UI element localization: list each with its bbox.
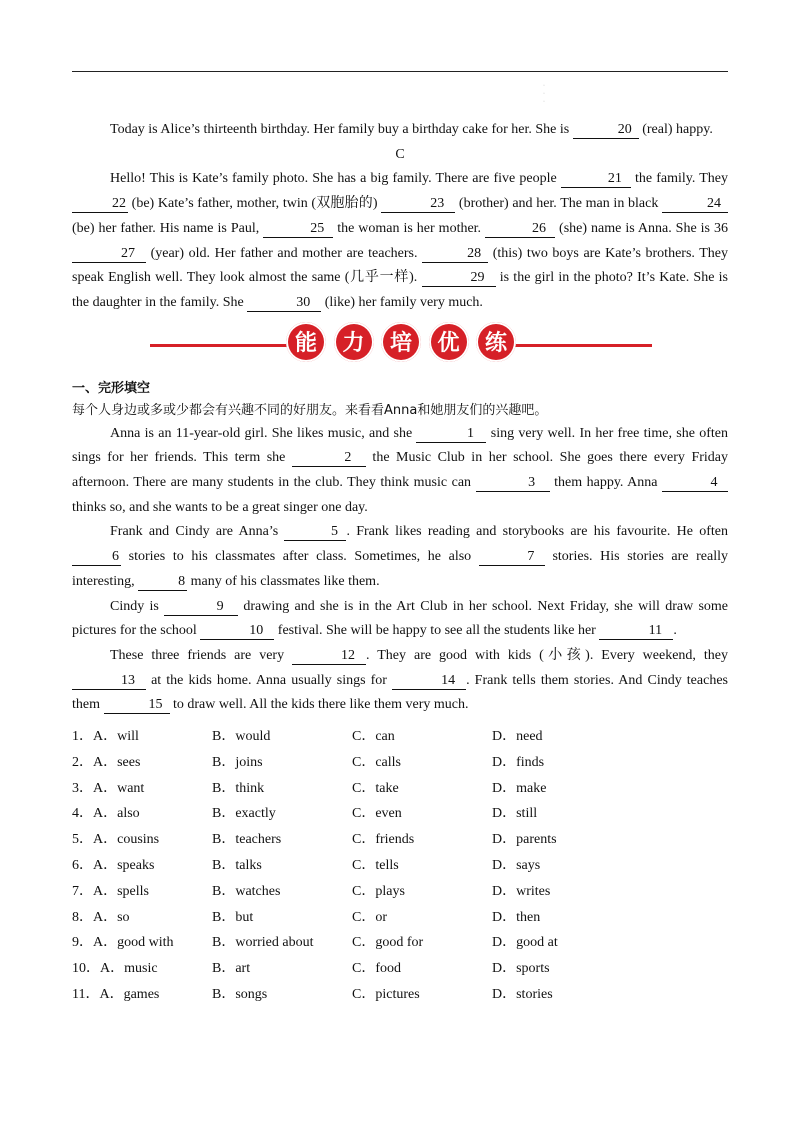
option[interactable]: C．food bbox=[352, 961, 401, 977]
text: festival. She will be happy to see all the students like her bbox=[274, 623, 600, 639]
blank-27[interactable]: 27 bbox=[72, 245, 146, 263]
option[interactable]: 9．A．good with bbox=[72, 935, 174, 951]
blank-3[interactable]: 3 bbox=[476, 474, 550, 492]
option[interactable]: B．watches bbox=[212, 883, 281, 899]
option[interactable]: B．songs bbox=[212, 986, 268, 1002]
text: . They are good with kids (小孩). Every weekend, they bbox=[366, 647, 728, 663]
banner-chips bbox=[286, 322, 516, 362]
blank-9[interactable]: 9 bbox=[164, 598, 238, 616]
option[interactable]: C．pictures bbox=[352, 986, 420, 1002]
option[interactable]: B．talks bbox=[212, 857, 262, 873]
option[interactable]: B．think bbox=[212, 780, 265, 796]
text: (she) name is Anna. She is 36 bbox=[555, 220, 728, 236]
section-c-passage bbox=[72, 167, 728, 315]
option[interactable]: D．need bbox=[492, 728, 543, 744]
top-rule bbox=[72, 71, 728, 72]
worksheet-page bbox=[72, 118, 728, 1006]
text: the family. They bbox=[630, 171, 728, 187]
text: (be) her father. His name is Paul, bbox=[72, 220, 264, 236]
text: the Music Club in her school. She goes there every Friday afternoon. There are many students in the club. They think music can bbox=[72, 450, 728, 491]
blank-22[interactable]: 22 bbox=[72, 195, 128, 213]
blank-5[interactable]: 5 bbox=[284, 523, 346, 541]
blank-12[interactable]: 12 bbox=[292, 647, 366, 665]
option[interactable]: D．writes bbox=[492, 883, 551, 899]
text: them happy. Anna bbox=[549, 475, 662, 491]
option-row bbox=[72, 748, 728, 774]
text: thinks so, and she wants to be a great singer one day. bbox=[72, 499, 368, 515]
option[interactable]: D．parents bbox=[492, 832, 557, 848]
option-row bbox=[72, 799, 728, 825]
text: Hello! This is Kate’s family photo. She has a big family. There are five people bbox=[110, 171, 561, 187]
banner-char: 力 bbox=[334, 322, 374, 362]
option[interactable]: C．plays bbox=[352, 883, 405, 899]
option[interactable]: 2．A．sees bbox=[72, 754, 141, 770]
blank-7[interactable]: 7 bbox=[479, 548, 545, 566]
option[interactable]: B．but bbox=[212, 909, 254, 925]
blank-24[interactable]: 24 bbox=[662, 195, 728, 213]
text: (brother) and her. The man in black bbox=[455, 196, 662, 212]
blank-20[interactable]: 20 bbox=[573, 121, 639, 139]
text: . bbox=[673, 623, 677, 639]
option[interactable]: C．friends bbox=[352, 832, 415, 848]
option[interactable]: D．good at bbox=[492, 935, 558, 951]
text: at the kids home. Anna usually sings for bbox=[146, 672, 393, 688]
text: Cindy is bbox=[110, 598, 165, 614]
text: Frank and Cindy are Anna’s bbox=[110, 524, 285, 540]
option-row bbox=[72, 954, 728, 980]
text: (real) happy. bbox=[638, 122, 713, 137]
option-row bbox=[72, 722, 728, 748]
option[interactable]: B．art bbox=[212, 961, 251, 977]
option[interactable]: 6．A．speaks bbox=[72, 857, 155, 873]
option[interactable]: D．says bbox=[492, 857, 541, 873]
option-row bbox=[72, 774, 728, 800]
blank-28[interactable]: 28 bbox=[422, 245, 488, 263]
option[interactable]: 4．A．also bbox=[72, 806, 140, 822]
text: Anna is an 11-year-old girl. She likes music, and she bbox=[110, 425, 417, 441]
option[interactable]: 3．A．want bbox=[72, 780, 145, 796]
option[interactable]: B．teachers bbox=[212, 832, 282, 848]
text: drawing and she is in the Art Club in her school. Next Friday, she will draw some pictures for the school bbox=[72, 598, 728, 639]
option[interactable]: C．calls bbox=[352, 754, 401, 770]
text: Today is Alice’s thirteenth birthday. Her family buy a birthday cake for her. She is bbox=[110, 122, 573, 137]
text: is the girl in the photo? It’s Kate. She is the daughter in the family. She bbox=[72, 270, 728, 310]
cloze-heading: 一、完形填空 bbox=[72, 380, 151, 396]
blank-29[interactable]: 29 bbox=[422, 269, 496, 287]
option[interactable]: 11．A．games bbox=[72, 986, 160, 1002]
option-row bbox=[72, 825, 728, 851]
text: the woman is her mother. bbox=[333, 220, 486, 236]
banner-char: 优 bbox=[429, 322, 469, 362]
blank-14[interactable]: 14 bbox=[392, 672, 466, 690]
option[interactable]: 7．A．spells bbox=[72, 883, 149, 899]
blank-25[interactable]: 25 bbox=[263, 220, 333, 238]
option[interactable]: 5．A．cousins bbox=[72, 832, 160, 848]
option[interactable]: B．exactly bbox=[212, 806, 276, 822]
option[interactable]: B．joins bbox=[212, 754, 263, 770]
option-row bbox=[72, 877, 728, 903]
option-row bbox=[72, 980, 728, 1006]
text: . Frank likes reading and storybooks are his favourite. He often bbox=[346, 524, 728, 540]
option[interactable]: 10．A．music bbox=[72, 961, 158, 977]
option[interactable]: B．worried about bbox=[212, 935, 314, 951]
option[interactable]: 8．A．so bbox=[72, 909, 130, 925]
cloze-paragraph-2 bbox=[72, 520, 728, 594]
blank-6[interactable]: 6 bbox=[72, 548, 121, 566]
text: (this) two boys are Kate’s brothers. They speak English well. They look almost the same (几乎一样). bbox=[72, 245, 728, 286]
option[interactable]: C．take bbox=[352, 780, 399, 796]
banner-line-right bbox=[512, 344, 652, 347]
cloze-paragraph-1 bbox=[72, 422, 728, 521]
option[interactable]: C．good for bbox=[352, 935, 424, 951]
banner-char: 培 bbox=[381, 322, 421, 362]
blank-21[interactable]: 21 bbox=[561, 170, 631, 188]
text: stories to his classmates after class. Sometimes, he also bbox=[121, 549, 479, 565]
blank-2[interactable]: 2 bbox=[292, 449, 366, 467]
cloze-paragraph-4 bbox=[72, 644, 728, 718]
scan-dots: · · · bbox=[543, 83, 545, 105]
option[interactable]: C．can bbox=[352, 728, 395, 744]
text: These three friends are very bbox=[110, 647, 293, 663]
option-row bbox=[72, 851, 728, 877]
text: stories. His stories are really interesting, bbox=[72, 549, 729, 589]
option[interactable]: D．finds bbox=[492, 754, 545, 770]
blank-1[interactable]: 1 bbox=[416, 425, 486, 443]
option[interactable]: D．make bbox=[492, 780, 547, 796]
ability-banner bbox=[72, 322, 728, 368]
banner-char: 练 bbox=[476, 322, 516, 362]
blank-23[interactable]: 23 bbox=[381, 195, 455, 213]
blank-4[interactable]: 4 bbox=[662, 474, 728, 492]
blank-8[interactable]: 8 bbox=[138, 573, 187, 591]
blank-15[interactable]: 15 bbox=[104, 696, 170, 714]
section-c-heading: C bbox=[395, 146, 405, 162]
option[interactable]: D．still bbox=[492, 806, 538, 822]
options-list bbox=[72, 722, 728, 1006]
option[interactable]: C．tells bbox=[352, 857, 399, 873]
blank-26[interactable]: 26 bbox=[485, 220, 555, 238]
text: (year) old. Her father and mother are teachers. bbox=[146, 245, 423, 261]
text: (like) her family very much. bbox=[321, 294, 483, 310]
option-row bbox=[72, 903, 728, 929]
cloze-intro: 每个人身边或多或少都会有兴趣不同的好朋友。来看看Anna和她朋友们的兴趣吧。 bbox=[72, 402, 548, 418]
option[interactable]: B．would bbox=[212, 728, 271, 744]
text: (be) Kate’s father, mother, twin (双胞胎的) bbox=[128, 196, 382, 212]
option[interactable]: C．or bbox=[352, 909, 387, 925]
cloze-paragraph-3 bbox=[72, 595, 728, 644]
blank-13[interactable]: 13 bbox=[72, 672, 146, 690]
banner-line-left bbox=[150, 344, 290, 347]
option[interactable]: C．even bbox=[352, 806, 402, 822]
blank-11[interactable]: 11 bbox=[599, 622, 673, 640]
option[interactable]: D．then bbox=[492, 909, 541, 925]
text: sing very well. In her free time, she often sings for her friends. This term she bbox=[72, 425, 728, 466]
option-row bbox=[72, 928, 728, 954]
option[interactable]: 1．A．will bbox=[72, 728, 139, 744]
blank-10[interactable]: 10 bbox=[200, 622, 274, 640]
text: to draw well. All the kids there like them very much. bbox=[169, 697, 469, 713]
blank-30[interactable]: 30 bbox=[247, 294, 321, 312]
part-b-last-item bbox=[72, 118, 728, 143]
text: many of his classmates like them. bbox=[187, 573, 380, 589]
option[interactable]: D．stories bbox=[492, 986, 553, 1002]
banner-char: 能 bbox=[286, 322, 326, 362]
text: . Frank tells them stories. And Cindy teaches them bbox=[72, 672, 728, 713]
option[interactable]: D．sports bbox=[492, 961, 550, 977]
